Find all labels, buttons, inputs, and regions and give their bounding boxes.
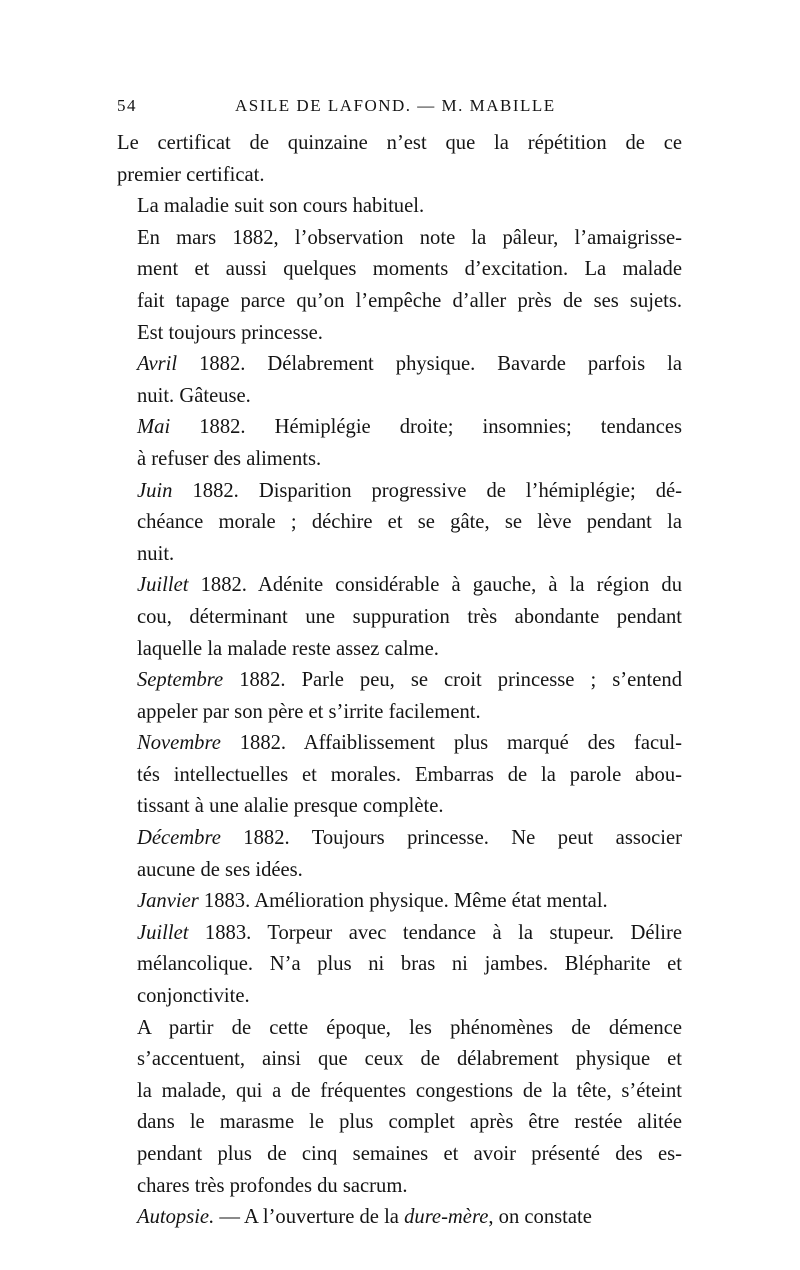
page-number: 54 bbox=[117, 96, 137, 115]
line-text: La maladie suit son cours habituel. bbox=[137, 195, 425, 218]
text-line bbox=[117, 918, 682, 950]
emphasis: dure-mère bbox=[404, 1206, 489, 1229]
body-text bbox=[117, 128, 682, 1234]
text-line bbox=[117, 823, 682, 855]
line-text: cou, déterminant une suppuration très abondante pendant bbox=[137, 605, 682, 628]
page-header bbox=[117, 96, 682, 122]
line-text: Est toujours princesse. bbox=[137, 321, 323, 344]
text-line bbox=[117, 1171, 682, 1203]
text-line bbox=[117, 412, 682, 444]
text-line bbox=[117, 349, 682, 381]
paragraph bbox=[117, 918, 682, 1013]
text-line bbox=[117, 1202, 682, 1234]
line-text: 1882. Affaiblissement plus marqué des facul- bbox=[220, 732, 682, 755]
text-line bbox=[117, 254, 682, 286]
line-text: A partir de cette époque, les phénomènes de démence bbox=[137, 1016, 682, 1039]
text-line bbox=[117, 602, 682, 634]
paragraph bbox=[117, 128, 682, 191]
text-line bbox=[117, 318, 682, 350]
paragraph bbox=[117, 728, 682, 823]
line-text: fait tapage parce qu’on l’empêche d’aller près de ses sujets. bbox=[137, 289, 682, 312]
text-line bbox=[117, 697, 682, 729]
text-line bbox=[117, 981, 682, 1013]
line-text: chares très profondes du sacrum. bbox=[137, 1174, 408, 1197]
text-line bbox=[117, 760, 682, 792]
text-line bbox=[117, 1139, 682, 1171]
line-text: chéance morale ; déchire et se gâte, se lève pendant la bbox=[137, 511, 682, 534]
line-text: En mars 1882, l’observation note la pâleur, l’amaigrisse- bbox=[137, 226, 682, 249]
text-line bbox=[117, 1044, 682, 1076]
text-line bbox=[117, 1076, 682, 1108]
line-text: appeler par son père et s’irrite facilement. bbox=[137, 700, 481, 723]
text-line bbox=[117, 570, 682, 602]
text-line bbox=[117, 223, 682, 255]
line-text: ment et aussi quelques moments d’excitation. La malade bbox=[137, 258, 682, 281]
line-text: Le certificat de quinzaine n’est que la répétition de ce bbox=[117, 132, 682, 154]
line-text: aucune de ses idées. bbox=[137, 858, 303, 881]
text-line bbox=[117, 191, 682, 223]
line-tail: , on constate bbox=[488, 1206, 592, 1229]
paragraph bbox=[117, 191, 682, 223]
text-line bbox=[117, 855, 682, 887]
text-line bbox=[117, 949, 682, 981]
line-text: nuit. Gâteuse. bbox=[137, 384, 251, 407]
date-lead: Juillet bbox=[137, 574, 189, 597]
text-line bbox=[117, 1107, 682, 1139]
date-lead: Janvier bbox=[137, 890, 199, 913]
text-line bbox=[117, 476, 682, 508]
line-text: 1882. Hémiplégie droite; insomnies; tendances bbox=[170, 416, 682, 439]
text-line bbox=[117, 444, 682, 476]
line-text: s’accentuent, ainsi que ceux de délabrement physique et bbox=[137, 1048, 682, 1071]
date-lead: Septembre bbox=[137, 669, 224, 692]
line-text: tés intellectuelles et morales. Embarras de la parole abou- bbox=[137, 763, 682, 786]
paragraph bbox=[117, 223, 682, 349]
paragraph bbox=[117, 1202, 682, 1234]
text-line bbox=[117, 791, 682, 823]
line-text: 1882. Disparition progressive de l’hémiplégie; dé- bbox=[172, 479, 682, 502]
text-line bbox=[117, 634, 682, 666]
line-text: 1882. Délabrement physique. Bavarde parfois la bbox=[177, 353, 682, 376]
line-text: mélancolique. N’a plus ni bras ni jambes. Blépharite et bbox=[137, 953, 682, 976]
text-line bbox=[117, 160, 682, 192]
line-text: premier certificat. bbox=[117, 163, 265, 186]
text-line bbox=[117, 886, 682, 918]
line-text: nuit. bbox=[137, 542, 175, 565]
text-line bbox=[117, 286, 682, 318]
line-text: 1882. Toujours princesse. Ne peut associer bbox=[220, 827, 682, 850]
date-lead: Juillet bbox=[137, 921, 189, 944]
text-line bbox=[117, 128, 682, 160]
date-lead: Décembre bbox=[137, 827, 221, 850]
paragraph bbox=[117, 412, 682, 475]
line-text: à refuser des aliments. bbox=[137, 447, 322, 470]
paragraph bbox=[117, 886, 682, 918]
date-lead: Mai bbox=[137, 416, 171, 439]
paragraph bbox=[117, 349, 682, 412]
line-text: la malade, qui a de fréquentes congestions de la tête, s’éteint bbox=[137, 1079, 682, 1102]
text-line bbox=[117, 539, 682, 571]
line-text: laquelle la malade reste assez calme. bbox=[137, 637, 439, 660]
paragraph bbox=[117, 1013, 682, 1203]
line-text: — A l’ouverture de la bbox=[214, 1206, 405, 1229]
paragraph bbox=[117, 570, 682, 665]
text-line bbox=[117, 728, 682, 760]
running-head: ASILE DE LAFOND. — M. MABILLE bbox=[235, 96, 556, 115]
line-text: 1883. Torpeur avec tendance à la stupeur. Délire bbox=[188, 921, 682, 944]
text-line bbox=[117, 381, 682, 413]
paragraph bbox=[117, 823, 682, 886]
date-lead: Novembre bbox=[137, 732, 221, 755]
line-text: tissant à une alalie presque complète. bbox=[137, 795, 444, 818]
text-line bbox=[117, 507, 682, 539]
line-text: pendant plus de cinq semaines et avoir présenté des es- bbox=[137, 1143, 682, 1165]
text-line bbox=[117, 665, 682, 697]
text-line bbox=[117, 1013, 682, 1045]
paragraph bbox=[117, 476, 682, 571]
line-text: 1883. Amélioration physique. Même état mental. bbox=[198, 890, 608, 913]
date-lead: Avril bbox=[137, 353, 178, 376]
paragraph bbox=[117, 665, 682, 728]
line-text: dans le marasme le plus complet après être restée alitée bbox=[137, 1111, 682, 1134]
date-lead: Autopsie. bbox=[137, 1206, 215, 1229]
line-text: 1882. Adénite considérable à gauche, à la région du bbox=[188, 574, 682, 597]
line-text: 1882. Parle peu, se croit princesse ; s’entend bbox=[223, 669, 682, 692]
date-lead: Juin bbox=[137, 479, 173, 502]
line-text: conjonctivite. bbox=[137, 985, 250, 1008]
